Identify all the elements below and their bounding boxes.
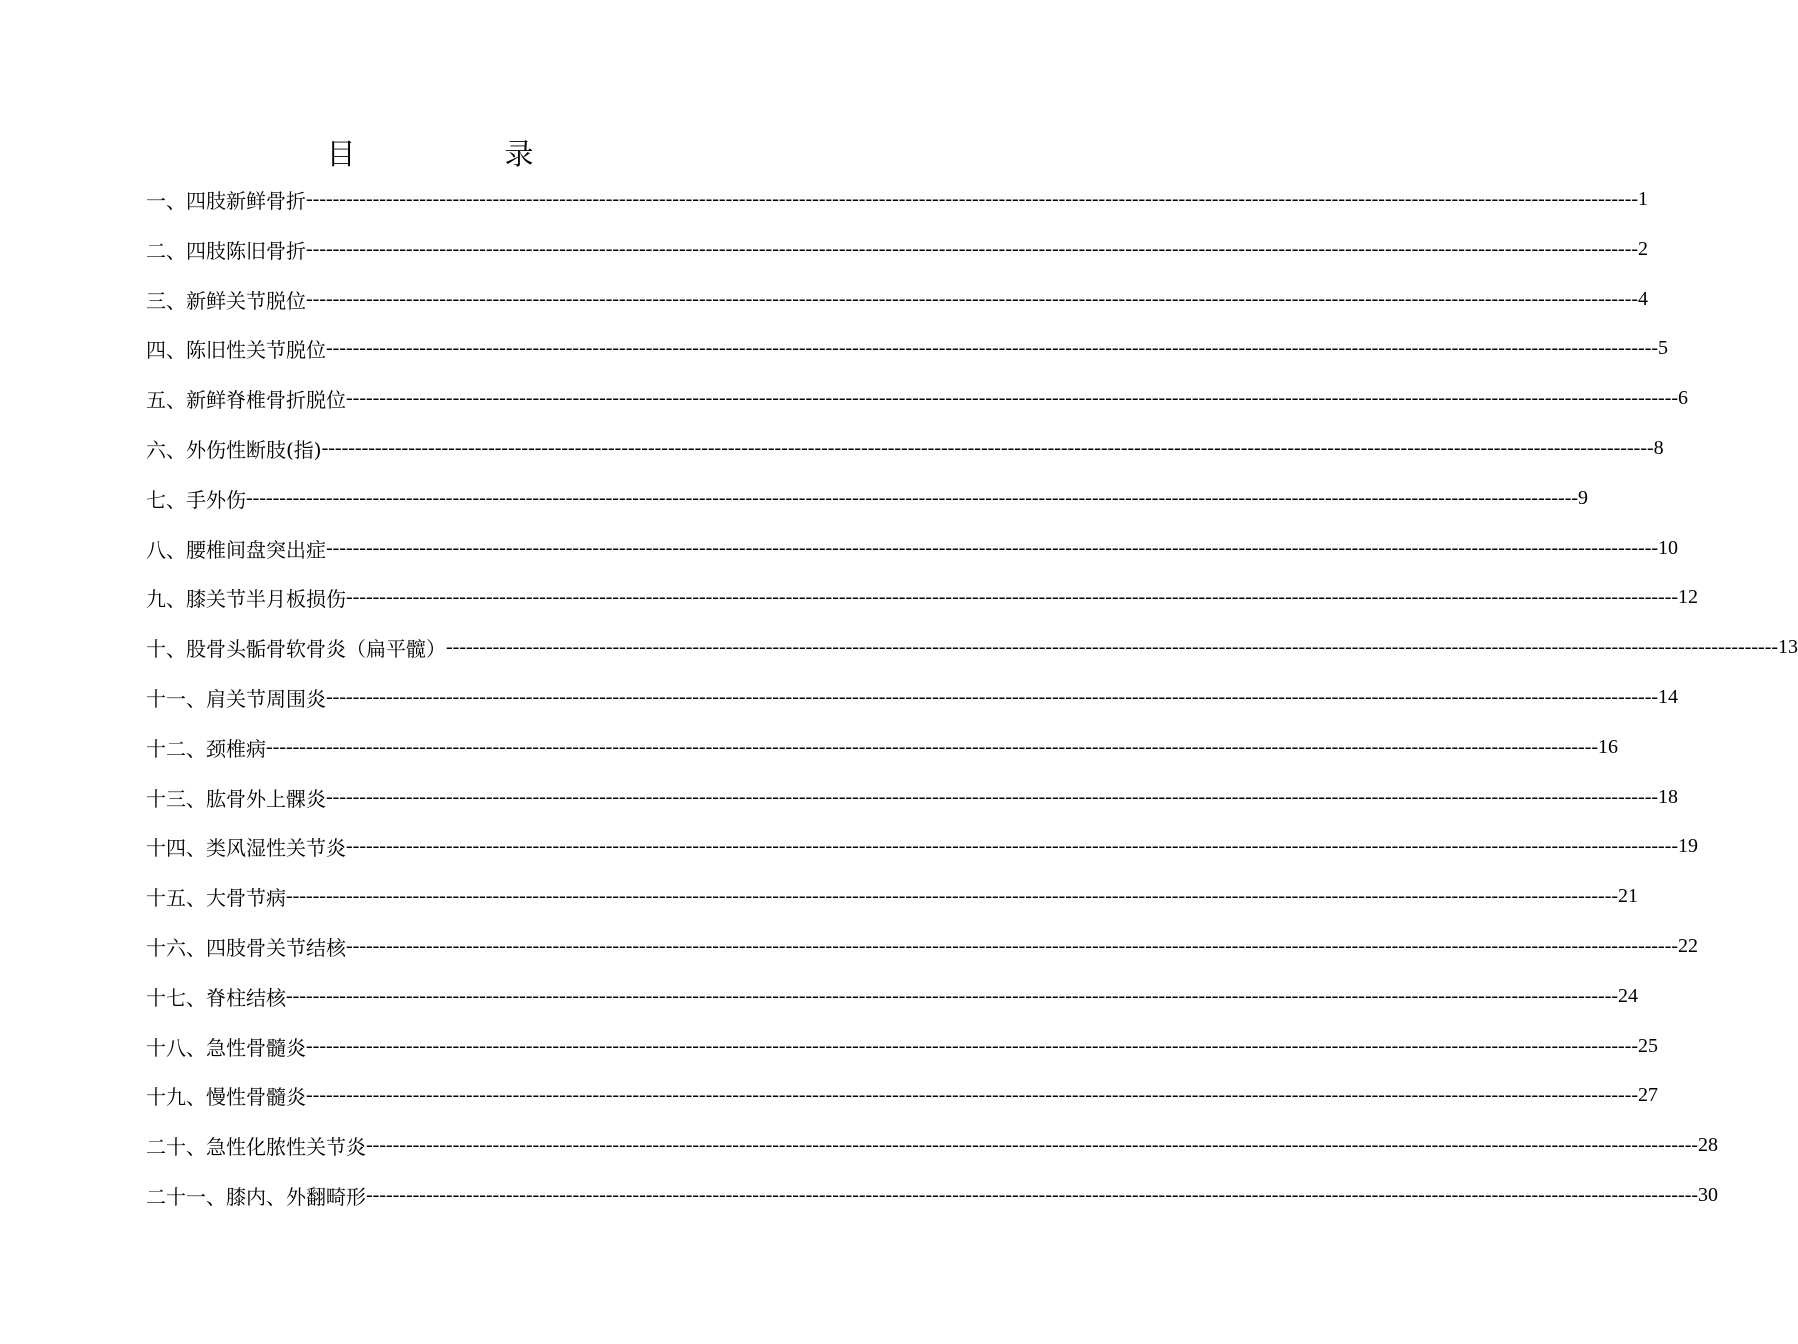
- toc-entry-title: 十三、肱骨外上髁炎: [146, 786, 326, 811]
- toc-page-number: 24: [1618, 984, 1639, 1007]
- toc-entry[interactable]: [146, 1179, 1719, 1211]
- toc-entry[interactable]: [146, 930, 1699, 962]
- toc-entry-title: 二十、急性化脓性关节炎: [146, 1134, 366, 1159]
- toc-entry[interactable]: [146, 781, 1679, 813]
- toc-entry-title: 十八、急性骨髓炎: [146, 1035, 306, 1060]
- toc-entry-title: 十九、慢性骨髓炎: [146, 1084, 306, 1109]
- toc-entry[interactable]: [146, 233, 1649, 265]
- toc-page-number: 28: [1698, 1133, 1719, 1156]
- toc-entry[interactable]: [146, 482, 1589, 514]
- toc-page-number: 5: [1658, 336, 1669, 359]
- toc-leader-dashes: --------------------------------------------------------------------------------------------------------------------------------------------------------------------------------------------------------: [326, 536, 1659, 559]
- toc-page-number: 9: [1578, 486, 1589, 509]
- toc-entry-title: 六、外伤性断肢(指): [146, 437, 322, 462]
- toc-page-number: 22: [1678, 934, 1699, 957]
- toc-leader-dashes: --------------------------------------------------------------------------------------------------------------------------------------------------------------------------------------------------------: [346, 386, 1679, 409]
- toc-entry[interactable]: [146, 581, 1699, 613]
- toc-leader-dashes: --------------------------------------------------------------------------------------------------------------------------------------------------------------------------------------------------------: [286, 984, 1619, 1007]
- toc-entry[interactable]: [146, 830, 1699, 862]
- toc-entry-title: 九、膝关节半月板损伤: [146, 586, 346, 611]
- toc-entry[interactable]: [146, 731, 1619, 763]
- toc-leader-dashes: --------------------------------------------------------------------------------------------------------------------------------------------------------------------------------------------------------: [346, 585, 1679, 608]
- toc-entry[interactable]: [146, 980, 1639, 1012]
- toc-page-number: 25: [1638, 1034, 1659, 1057]
- toc-entry[interactable]: [146, 1079, 1659, 1111]
- toc-leader-dashes: --------------------------------------------------------------------------------------------------------------------------------------------------------------------------------------------------------: [306, 1083, 1639, 1106]
- toc-entry-title: 五、新鲜脊椎骨折脱位: [146, 387, 346, 412]
- toc-entry-title: 四、陈旧性关节脱位: [146, 337, 326, 362]
- toc-leader-dashes: --------------------------------------------------------------------------------------------------------------------------------------------------------------------------------------------------------: [306, 287, 1639, 310]
- toc-page-number: 2: [1638, 237, 1649, 260]
- toc-page-number: 8: [1653, 436, 1664, 459]
- toc-entry-title: 十六、四肢骨关节结核: [146, 935, 346, 960]
- toc-entry-title: 十一、肩关节周围炎: [146, 686, 326, 711]
- toc-leader-dashes: --------------------------------------------------------------------------------------------------------------------------------------------------------------------------------------------------------: [246, 486, 1579, 509]
- toc-entry-title: 八、腰椎间盘突出症: [146, 537, 326, 562]
- toc-entry-title: 十二、颈椎病: [146, 736, 266, 761]
- toc-entry-title: 二十一、膝内、外翻畸形: [146, 1184, 366, 1209]
- toc-leader-dashes: --------------------------------------------------------------------------------------------------------------------------------------------------------------------------------------------------------: [306, 1034, 1639, 1057]
- toc-page-number: 16: [1598, 735, 1619, 758]
- toc-leader-dashes: --------------------------------------------------------------------------------------------------------------------------------------------------------------------------------------------------------: [346, 934, 1679, 957]
- toc-leader-dashes: --------------------------------------------------------------------------------------------------------------------------------------------------------------------------------------------------------: [266, 735, 1599, 758]
- toc-entry[interactable]: [146, 1030, 1659, 1062]
- toc-page-number: 14: [1658, 685, 1679, 708]
- toc-page-number: 21: [1618, 884, 1639, 907]
- toc-page-number: 13: [1778, 635, 1798, 658]
- toc-page-number: 30: [1698, 1183, 1719, 1206]
- toc-page-number: 18: [1658, 785, 1679, 808]
- toc-leader-dashes: --------------------------------------------------------------------------------------------------------------------------------------------------------------------------------------------------------: [346, 834, 1679, 857]
- toc-leader-dashes: --------------------------------------------------------------------------------------------------------------------------------------------------------------------------------------------------------: [306, 237, 1639, 260]
- toc-page-number: 6: [1678, 386, 1689, 409]
- toc-entry[interactable]: [146, 631, 1798, 663]
- toc-leader-dashes: --------------------------------------------------------------------------------------------------------------------------------------------------------------------------------------------------------: [286, 884, 1619, 907]
- toc-leader-dashes: --------------------------------------------------------------------------------------------------------------------------------------------------------------------------------------------------------: [366, 1133, 1699, 1156]
- toc-leader-dashes: --------------------------------------------------------------------------------------------------------------------------------------------------------------------------------------------------------: [326, 685, 1659, 708]
- toc-entry[interactable]: [146, 532, 1679, 564]
- toc-entry[interactable]: [146, 432, 1664, 464]
- toc-leader-dashes: --------------------------------------------------------------------------------------------------------------------------------------------------------------------------------------------------------: [321, 436, 1654, 459]
- toc-page-number: 19: [1678, 834, 1699, 857]
- toc-page-number: 27: [1638, 1083, 1659, 1106]
- toc-leader-dashes: --------------------------------------------------------------------------------------------------------------------------------------------------------------------------------------------------------: [446, 635, 1779, 658]
- toc-page-number: 1: [1638, 187, 1649, 210]
- toc-leader-dashes: --------------------------------------------------------------------------------------------------------------------------------------------------------------------------------------------------------: [306, 187, 1639, 210]
- toc-entry-title: 二、四肢陈旧骨折: [146, 238, 306, 263]
- toc-entry[interactable]: [146, 382, 1689, 414]
- toc-entry-title: 七、手外伤: [146, 487, 246, 512]
- toc-entry[interactable]: [146, 1129, 1719, 1161]
- toc-entry[interactable]: [146, 283, 1649, 315]
- toc-entry-title: 三、新鲜关节脱位: [146, 288, 306, 313]
- toc-page-number: 4: [1638, 287, 1649, 310]
- toc-page-number: 10: [1658, 536, 1679, 559]
- toc-entry-title: 十四、类风湿性关节炎: [146, 835, 346, 860]
- toc-entry-title: 十七、脊柱结核: [146, 985, 286, 1010]
- toc-entry-title: 十、股骨头骺骨软骨炎（扁平髋）: [146, 636, 446, 661]
- toc-entry[interactable]: [146, 183, 1649, 215]
- toc-entry[interactable]: [146, 332, 1669, 364]
- toc-leader-dashes: --------------------------------------------------------------------------------------------------------------------------------------------------------------------------------------------------------: [326, 336, 1659, 359]
- toc-leader-dashes: --------------------------------------------------------------------------------------------------------------------------------------------------------------------------------------------------------: [366, 1183, 1699, 1206]
- toc-page-number: 12: [1678, 585, 1699, 608]
- toc-leader-dashes: --------------------------------------------------------------------------------------------------------------------------------------------------------------------------------------------------------: [326, 785, 1659, 808]
- toc-entry-title: 十五、大骨节病: [146, 885, 286, 910]
- page-title: 目 录: [326, 137, 594, 171]
- toc-entry[interactable]: [146, 880, 1639, 912]
- toc-entry-title: 一、四肢新鲜骨折: [146, 188, 306, 213]
- toc-entry[interactable]: [146, 681, 1679, 713]
